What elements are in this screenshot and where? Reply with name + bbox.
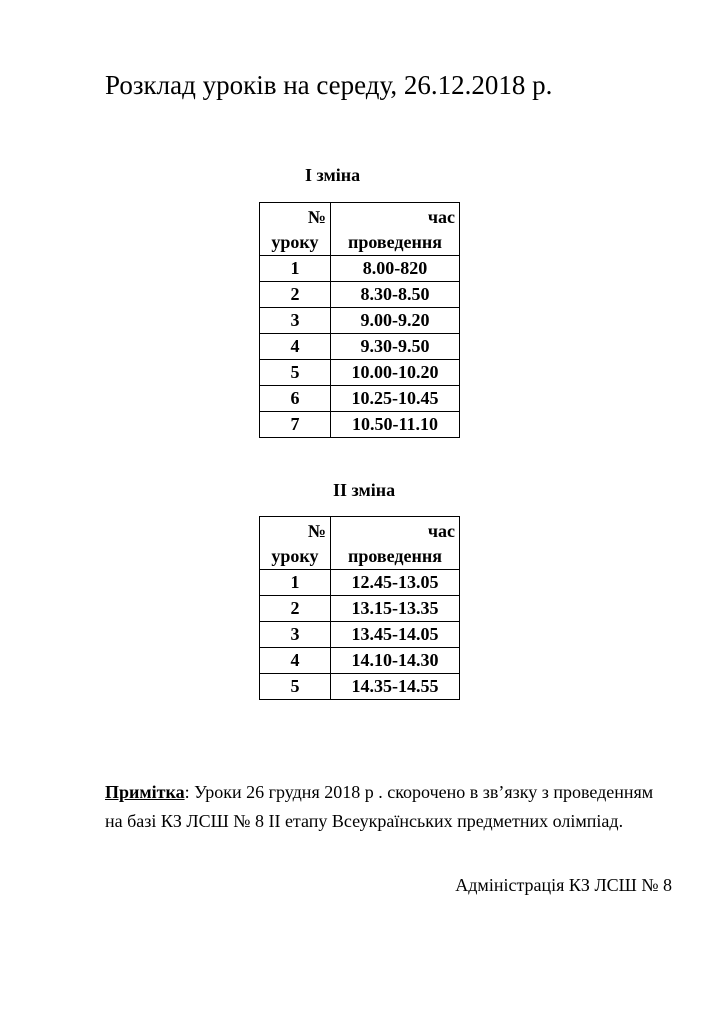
table-row — [260, 334, 460, 360]
signature: Адміністрація КЗ ЛСШ № 8 — [455, 875, 672, 895]
table-row — [260, 648, 460, 674]
lesson-time: 12.45-13.05 — [331, 570, 460, 596]
lesson-number: 1 — [260, 570, 331, 596]
lesson-number: 3 — [260, 308, 331, 334]
lesson-time: 13.15-13.35 — [331, 596, 460, 622]
column-header-number-bottom: уроку — [271, 232, 319, 252]
table-row — [260, 282, 460, 308]
lesson-number: 5 — [260, 360, 331, 386]
lesson-time: 8.30-8.50 — [331, 282, 460, 308]
note-paragraph — [105, 778, 675, 836]
shift-2-table — [259, 516, 460, 700]
lesson-time: 8.00-820 — [331, 256, 460, 282]
note-text: : Уроки 26 грудня 2018 р . скорочено в зв’язку з проведенням на базі КЗ ЛСШ № 8 ІІ етапу Всеукраїнських предметних олімпіад. — [105, 782, 654, 831]
column-header-time-bottom: проведення — [348, 546, 442, 566]
lesson-time: 9.30-9.50 — [331, 334, 460, 360]
lesson-time: 14.10-14.30 — [331, 648, 460, 674]
lesson-time: 10.50-11.10 — [331, 412, 460, 438]
page-title: Розклад уроків на середу, 26.12.2018 р. — [105, 70, 553, 100]
lesson-number: 5 — [260, 674, 331, 700]
table-row — [260, 412, 460, 438]
column-header-number — [260, 517, 331, 570]
lesson-time: 9.00-9.20 — [331, 308, 460, 334]
lesson-time: 10.00-10.20 — [331, 360, 460, 386]
shift-2-title: ІІ зміна — [333, 480, 396, 500]
column-header-time-top: час — [427, 521, 455, 541]
lesson-number: 2 — [260, 596, 331, 622]
lesson-number: 7 — [260, 412, 331, 438]
column-header-number — [260, 203, 331, 256]
table-row — [260, 256, 460, 282]
table-header-row — [260, 517, 460, 570]
column-header-number-top: № — [307, 521, 326, 541]
table-header-row — [260, 203, 460, 256]
table-row — [260, 570, 460, 596]
table-row — [260, 308, 460, 334]
note-label: Примітка — [105, 782, 185, 802]
column-header-time — [331, 203, 460, 256]
lesson-number: 6 — [260, 386, 331, 412]
lesson-number: 4 — [260, 334, 331, 360]
lesson-number: 2 — [260, 282, 331, 308]
column-header-time-top: час — [427, 207, 455, 227]
lesson-number: 4 — [260, 648, 331, 674]
lesson-time: 13.45-14.05 — [331, 622, 460, 648]
lesson-number: 3 — [260, 622, 331, 648]
lesson-time: 14.35-14.55 — [331, 674, 460, 700]
column-header-time — [331, 517, 460, 570]
lesson-time: 10.25-10.45 — [331, 386, 460, 412]
column-header-time-bottom: проведення — [348, 232, 442, 252]
table-row — [260, 596, 460, 622]
shift-1-table — [259, 202, 460, 438]
column-header-number-bottom: уроку — [271, 546, 319, 566]
table-row — [260, 622, 460, 648]
table-row — [260, 674, 460, 700]
table-row — [260, 360, 460, 386]
shift-1-title: І зміна — [305, 165, 361, 185]
table-row — [260, 386, 460, 412]
lesson-number: 1 — [260, 256, 331, 282]
column-header-number-top: № — [307, 207, 326, 227]
